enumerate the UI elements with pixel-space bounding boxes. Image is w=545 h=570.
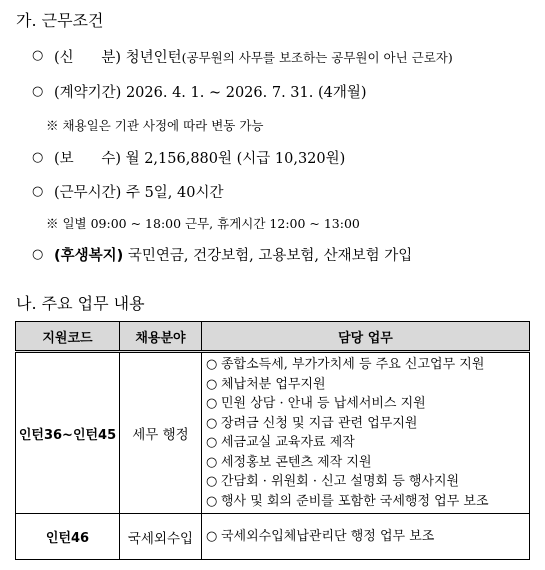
condition-pay bbox=[54, 147, 345, 168]
condition-hours bbox=[54, 181, 223, 202]
condition-label: (계약기간) bbox=[54, 85, 122, 101]
bullet-icon: ○ bbox=[32, 48, 44, 63]
row-code: 인턴36~인턴45 bbox=[16, 352, 120, 514]
condition-value: 월 2,156,880원 (시급 10,320원) bbox=[125, 151, 346, 167]
circle-bullet-icon: ○ bbox=[206, 528, 218, 544]
duty-item: ○ 행사 및 회의 준비를 포함한 국세행정 업무 보조 bbox=[206, 492, 529, 512]
section-a-title: 가. 근무조건 bbox=[16, 11, 104, 30]
condition-label: (근무시간) bbox=[54, 185, 122, 201]
duty-item: ○ 민원 상담 · 안내 등 납세서비스 지원 bbox=[206, 394, 529, 414]
header-code: 지원코드 bbox=[16, 322, 120, 352]
duty-item: ○ 세금교실 교육자료 제작 bbox=[206, 433, 529, 453]
header-duties: 담당 업무 bbox=[202, 322, 530, 352]
circle-bullet-icon: ○ bbox=[206, 376, 218, 392]
circle-bullet-icon: ○ bbox=[206, 415, 218, 431]
circle-bullet-icon: ○ bbox=[206, 396, 218, 411]
section-b-title: 나. 주요 업무 내용 bbox=[16, 294, 145, 313]
condition-label: (신 분) bbox=[54, 50, 121, 66]
bullet-icon: ○ bbox=[32, 150, 44, 165]
duties-table bbox=[15, 321, 530, 560]
condition-label: (보 수) bbox=[54, 151, 121, 167]
circle-bullet-icon: ○ bbox=[206, 474, 218, 489]
table-row bbox=[16, 352, 530, 514]
duty-item: ○ 국세외수입체납관리단 행정 업무 보조 bbox=[206, 527, 529, 547]
duty-item: ○ 간담회 · 위원회 · 신고 설명회 등 행사지원 bbox=[206, 472, 529, 492]
row-duties bbox=[202, 352, 530, 514]
circle-bullet-icon: ○ bbox=[206, 454, 218, 470]
circle-bullet-icon: ○ bbox=[206, 357, 218, 372]
condition-value: 2026. 4. 1. ~ 2026. 7. 31. (4개월) bbox=[125, 85, 367, 101]
condition-contract-period bbox=[54, 81, 367, 102]
condition-value: 국민연금, 건강보험, 고용보험, 산재보험 가입 bbox=[127, 248, 413, 264]
row-field: 세무 행정 bbox=[120, 352, 202, 514]
duty-item: ○ 체납처분 업무지원 bbox=[206, 375, 529, 395]
bullet-icon: ○ bbox=[32, 84, 44, 99]
condition-value: 주 5일, 40시간 bbox=[125, 185, 224, 201]
duty-item: ○ 종합소득세, 부가가치세 등 주요 신고업무 지원 bbox=[206, 355, 529, 375]
duty-item: ○ 세정홍보 콘텐츠 제작 지원 bbox=[206, 453, 529, 473]
circle-bullet-icon: ○ bbox=[206, 435, 218, 450]
bullet-icon: ○ bbox=[32, 184, 44, 199]
table-row bbox=[16, 514, 530, 560]
note-hiring-date: ※ 채용일은 기관 사정에 따라 변동 가능 bbox=[46, 118, 264, 133]
circle-bullet-icon: ○ bbox=[206, 493, 218, 509]
duty-item: ○ 장려금 신청 및 지급 관련 업무지원 bbox=[206, 414, 529, 434]
header-field: 채용분야 bbox=[120, 322, 202, 352]
note-daily-hours: ※ 일별 09:00 ~ 18:00 근무, 휴게시간 12:00 ~ 13:00 bbox=[46, 216, 360, 231]
row-code: 인턴46 bbox=[16, 514, 120, 560]
bullet-icon: ○ bbox=[32, 247, 44, 262]
row-field: 국세외수입 bbox=[120, 514, 202, 560]
condition-value: 청년인턴 bbox=[125, 50, 182, 66]
condition-label: (후생복지) bbox=[54, 248, 124, 264]
condition-status bbox=[54, 46, 453, 67]
row-duties bbox=[202, 514, 530, 560]
condition-benefits bbox=[54, 244, 412, 265]
condition-paren: (공무원의 사무를 보조하는 공무원이 아닌 근로자) bbox=[181, 50, 453, 65]
table-header-row bbox=[16, 322, 530, 352]
